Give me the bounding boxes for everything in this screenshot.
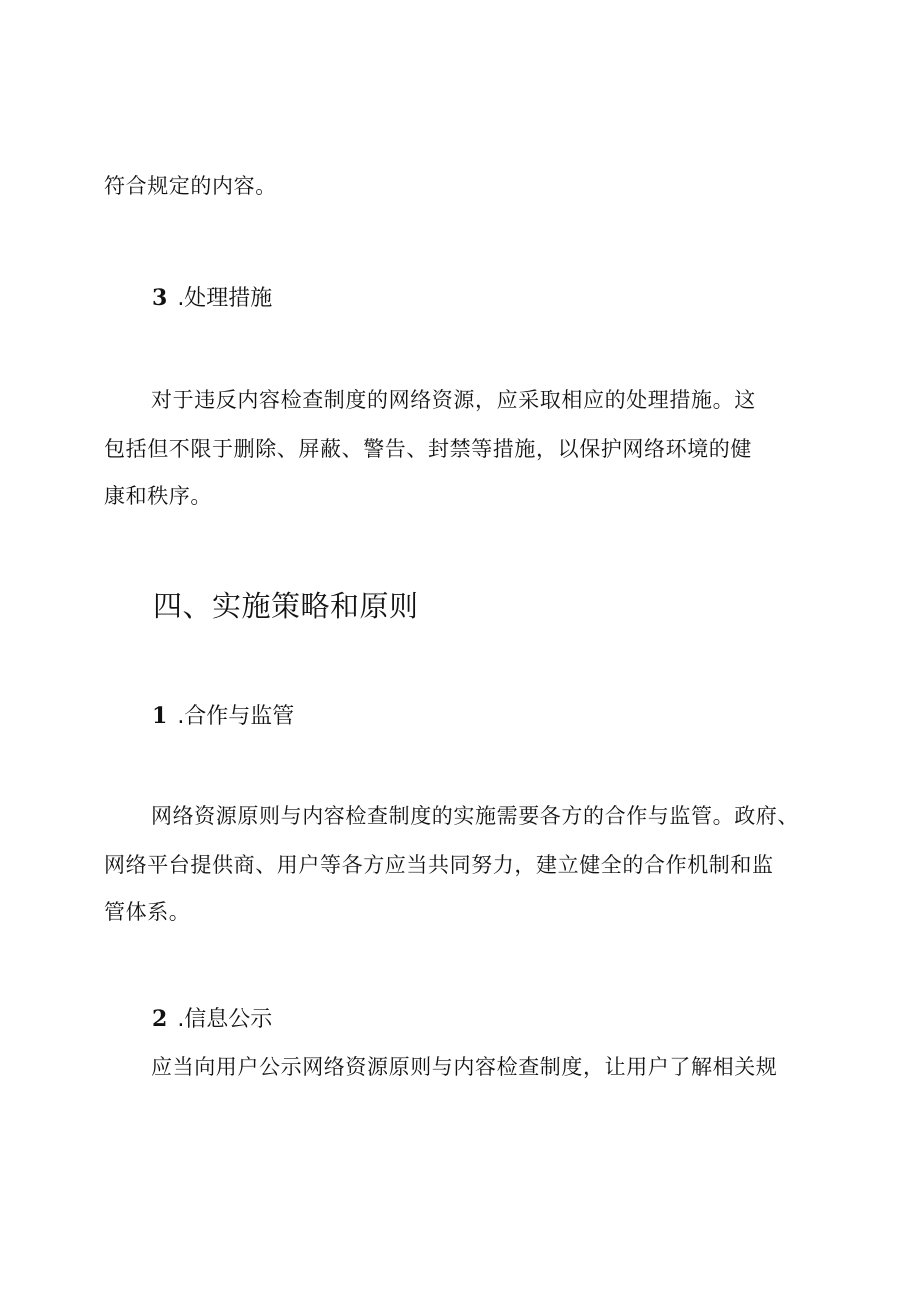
subheading-title: .处理措施: [177, 286, 273, 311]
section-title: 四、实施策略和原则: [153, 589, 419, 623]
paragraph-line: 包括但不限于删除、屏蔽、警告、封禁等措施，以保护网络环境的健: [104, 437, 752, 461]
subheading-processing-measures: [152, 283, 272, 314]
subheading-cooperation-supervision: [152, 701, 294, 732]
paragraph-line: 应当向用户公示网络资源原则与内容检查制度，让用户了解相关规: [151, 1055, 778, 1079]
subheading-title: .合作与监管: [177, 704, 295, 729]
continuation-text: 符合规定的内容。: [104, 174, 277, 198]
subheading-information-disclosure: [152, 1004, 272, 1035]
subheading-number: 3: [152, 285, 168, 311]
paragraph-line: 对于违反内容检查制度的网络资源，应采取相应的处理措施。这: [151, 388, 756, 412]
paragraph-line: 康和秩序。: [104, 484, 212, 508]
subheading-number: 2: [152, 1006, 168, 1032]
subheading-number: 1: [152, 703, 168, 729]
paragraph-line: 管体系。: [104, 900, 191, 924]
paragraph-line: 网络资源原则与内容检查制度的实施需要各方的合作与监管。政府、: [151, 804, 799, 828]
paragraph-line: 网络平台提供商、用户等各方应当共同努力，建立健全的合作机制和监: [104, 853, 774, 877]
subheading-title: .信息公示: [177, 1007, 273, 1032]
